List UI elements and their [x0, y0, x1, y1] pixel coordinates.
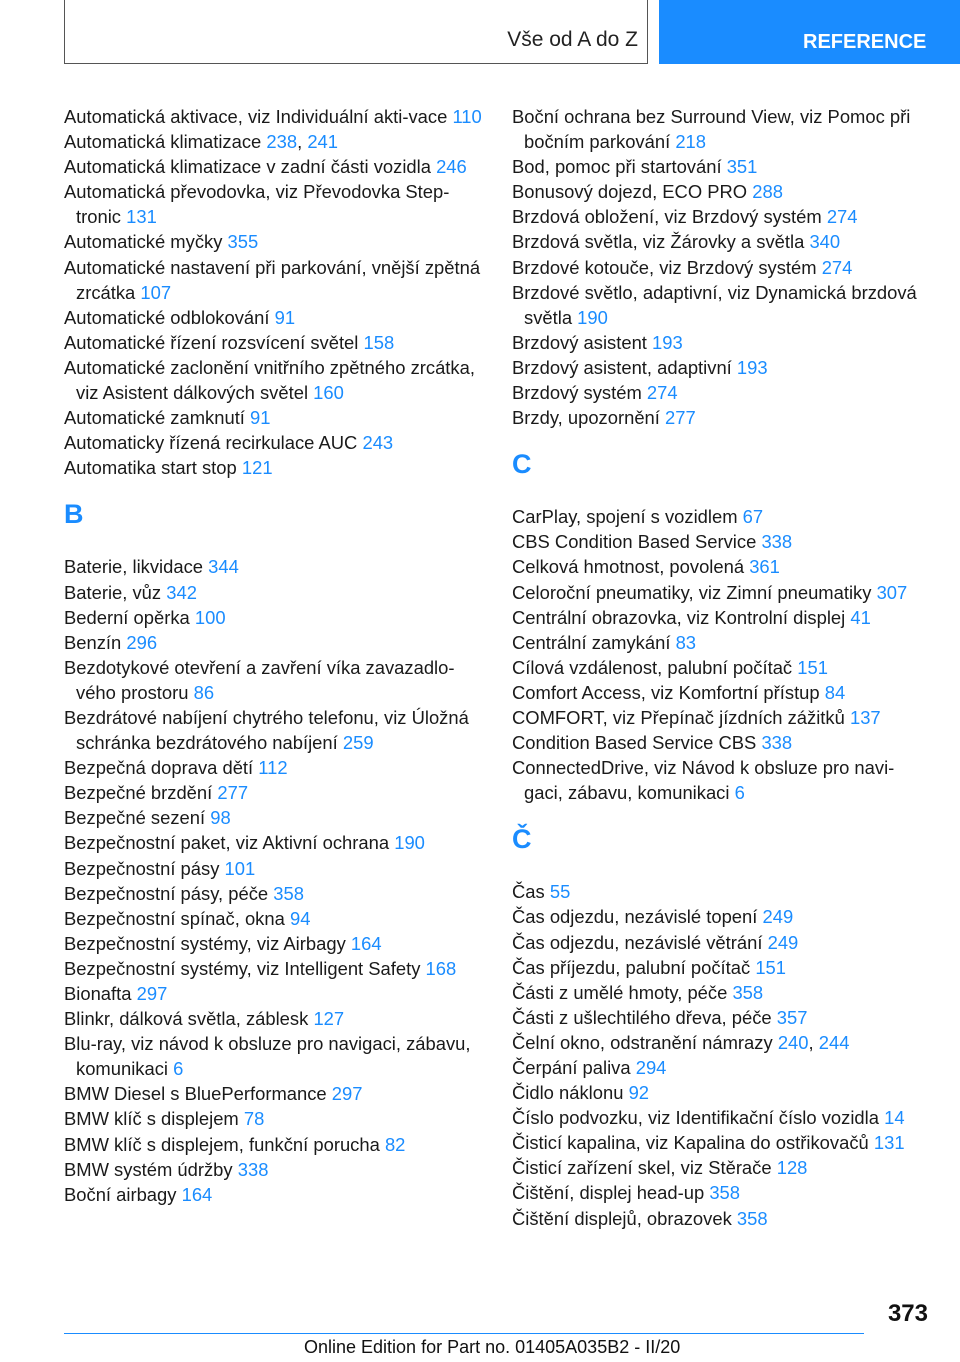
page-reference-link[interactable]: 190 — [577, 306, 608, 328]
index-entry — [512, 879, 932, 904]
index-entry — [512, 1155, 932, 1180]
page-reference-link[interactable]: 274 — [646, 382, 678, 404]
index-entry — [512, 580, 932, 605]
index-entry-text: BMW klíč s displejem — [64, 1108, 239, 1130]
page-reference-link[interactable]: 344 — [208, 556, 239, 578]
index-entry-text: BMW klíč s displejem, funkční porucha — [64, 1133, 380, 1155]
reference-tab-label: REFERENCE — [803, 30, 927, 53]
index-entry — [512, 755, 932, 805]
index-entry-text: Bezpečnostní spínač, okna — [64, 907, 285, 929]
page-reference-link[interactable]: 340 — [809, 231, 841, 253]
index-entry-text: Automatické myčky — [64, 231, 223, 253]
index-entry-text: Automatické řízení rozsvícení světel — [64, 331, 359, 353]
index-entry-text: Brzdové kotouče, viz Brzdový systém — [512, 256, 817, 278]
index-column-left — [64, 104, 484, 1207]
index-entry-text: Automaticky řízená recirkulace AUC — [64, 432, 358, 454]
index-entry-text: Bederní opěrka — [64, 606, 190, 628]
index-entry-text: Centrální obrazovka, viz Kontrolní displej — [512, 606, 846, 628]
index-entry — [64, 805, 484, 830]
page-reference-link[interactable]: 259 — [342, 732, 374, 754]
page-reference-link[interactable]: 164 — [350, 932, 382, 954]
page-reference-link[interactable]: 249 — [767, 931, 799, 953]
index-entry — [512, 179, 932, 204]
page-reference-link[interactable]: 41 — [850, 606, 871, 628]
page-reference-link[interactable]: 240 — [777, 1031, 809, 1053]
page-reference-link[interactable]: 128 — [776, 1157, 808, 1179]
index-entry-text: Boční ochrana bez Surround View, viz Pomoc při bočním parkování — [512, 106, 911, 153]
page-reference-link[interactable]: 243 — [362, 432, 394, 454]
page-reference-link[interactable]: 358 — [732, 981, 764, 1003]
index-entry-text: COMFORT, viz Přepínač jízdních zážitků — [512, 706, 845, 728]
page-reference-link[interactable]: 338 — [761, 732, 793, 754]
index-entry-text: Brzdová světla, viz Žárovky a světla — [512, 231, 805, 253]
page-number: 373 — [887, 1300, 928, 1327]
index-entry — [512, 204, 932, 229]
index-entry-text: Části z umělé hmoty, péče — [512, 981, 728, 1003]
index-entry-text: CBS Condition Based Service — [512, 531, 757, 553]
index-entry-text: Bezdrátové nabíjení chytrého telefonu, viz Úložná schránka bezdrátového nabíjení — [64, 706, 469, 754]
page-reference-link[interactable]: 98 — [210, 807, 231, 829]
page-reference-link[interactable]: 351 — [726, 156, 758, 178]
index-entry-text: Čas příjezdu, palubní počítač — [512, 956, 751, 978]
page-reference-link[interactable]: 190 — [394, 832, 425, 854]
index-entry — [512, 154, 932, 179]
index-entry-text: Bezpečnostní paket, viz Aktivní ochrana — [64, 832, 390, 854]
index-entry — [64, 1006, 484, 1031]
index-letter-heading: Č — [512, 824, 532, 855]
index-entry — [512, 104, 932, 154]
index-entry: Čelní okno, odstranění námrazy 240, 244 — [512, 1031, 850, 1053]
footer-rule — [64, 1333, 864, 1334]
page-reference-link[interactable]: 151 — [755, 956, 787, 978]
index-entry-text: Bionafta — [64, 983, 132, 1004]
page-reference-link[interactable]: 82 — [384, 1133, 406, 1155]
index-entry-text: Benzín — [64, 631, 122, 653]
page-reference-link[interactable]: 91 — [250, 407, 271, 429]
index-entry — [512, 1080, 932, 1105]
index-entry-text: Bezdotykové otevření a zavření víka zavazadlo-vého prostoru — [64, 656, 455, 703]
index-entry-text: Čištění displejů, obrazovek — [512, 1207, 732, 1229]
index-entry — [512, 655, 932, 680]
page-reference-link[interactable]: 67 — [742, 506, 764, 528]
index-entry — [512, 680, 932, 705]
page-reference-link[interactable]: 131 — [873, 1132, 905, 1154]
index-entry — [512, 280, 932, 330]
page-reference-link[interactable]: 277 — [217, 782, 249, 804]
index-entry — [512, 705, 932, 730]
page-reference-link[interactable]: 288 — [752, 181, 783, 203]
index-entry-text: Brzdový systém — [512, 382, 642, 404]
page-reference-link[interactable]: 193 — [652, 331, 683, 353]
index-entry — [512, 1005, 932, 1030]
page-reference-link[interactable]: 357 — [776, 1006, 808, 1028]
index-entry-text: Automatická klimatizace v zadní části vozidla — [64, 156, 431, 178]
index-entry — [64, 655, 484, 705]
index-entry — [64, 856, 484, 881]
page-reference-link[interactable]: 297 — [136, 983, 168, 1004]
index-entry-text: Celoroční pneumatiky, viz Zimní pneumatiky — [512, 581, 872, 603]
page-reference-link[interactable]: 78 — [243, 1108, 265, 1130]
index-entry-text: Automatická převodovka, viz Převodovka Step-tronic — [64, 181, 450, 228]
index-entry — [64, 881, 484, 906]
page-reference-link[interactable]: 160 — [313, 382, 344, 404]
index-entry-text: Bezpečná doprava dětí — [64, 757, 254, 779]
index-entry — [512, 630, 932, 655]
index-entry-text: Automatická klimatizace — [64, 131, 262, 153]
page-reference-link[interactable]: 6 — [173, 1058, 184, 1080]
index-entry-text: Bezpečnostní systémy, viz Airbagy — [64, 932, 346, 954]
index-entry — [64, 179, 484, 229]
index-entry: Automatická klimatizace 238, 241 — [64, 131, 339, 153]
index-entry — [512, 330, 932, 355]
index-entry-text: Čerpání paliva — [512, 1057, 631, 1078]
index-entry-text: Automatika start stop — [64, 457, 237, 479]
page-reference-link[interactable]: 158 — [363, 331, 395, 353]
index-entry — [512, 904, 932, 929]
index-entry — [64, 906, 484, 931]
index-entry — [512, 1130, 932, 1155]
index-entry-text: Blinkr, dálková světla, záblesk — [64, 1008, 309, 1030]
page-reference-link[interactable]: 86 — [193, 681, 215, 703]
page-reference-link[interactable]: 127 — [313, 1008, 345, 1030]
index-entry — [512, 1105, 932, 1130]
index-entry — [64, 104, 484, 129]
index-entry-text: BMW systém údržby — [64, 1158, 233, 1180]
index-entry — [64, 1157, 484, 1182]
page-reference-link[interactable]: 83 — [675, 631, 697, 653]
index-entry — [512, 605, 932, 630]
page-reference-link[interactable]: 274 — [826, 206, 858, 228]
index-entry-text: Automatické nastavení při parkování, vnější zpětná zrcátka — [64, 256, 481, 303]
index-entry-text: Baterie, likvidace — [64, 556, 204, 578]
index-entry — [512, 229, 932, 254]
section-title: Vše od A do Z — [507, 28, 638, 51]
page-reference-link[interactable]: 55 — [549, 881, 571, 903]
index-entry — [512, 1055, 932, 1080]
page-reference-link[interactable]: 294 — [635, 1057, 667, 1078]
page-reference-link[interactable]: 6 — [734, 782, 745, 804]
index-entry — [64, 330, 484, 355]
index-entry-text: Celková hmotnost, povolená — [512, 556, 745, 578]
index-entry-text: Bezpečnostní pásy — [64, 857, 220, 879]
index-entry-text: CarPlay, spojení s vozidlem — [512, 506, 738, 528]
index-letter-heading: B — [64, 499, 84, 530]
index-column-right — [512, 104, 932, 1231]
index-entry-text: Čelní okno, odstranění námrazy — [512, 1031, 773, 1053]
index-entry — [64, 931, 484, 956]
page-reference-link[interactable]: 92 — [628, 1082, 650, 1104]
page-reference-link[interactable]: 238 — [266, 131, 298, 153]
page-reference-link[interactable]: 355 — [227, 231, 259, 253]
index-entry-text: Blu-ray, viz návod k obsluze pro navigaci, zábavu, komunikaci — [64, 1033, 471, 1080]
index-letter-heading: C — [512, 449, 532, 480]
page-reference-link[interactable]: 218 — [675, 131, 706, 153]
index-entry-text: Bonusový dojezd, ECO PRO — [512, 181, 748, 203]
index-entry — [64, 956, 484, 981]
index-entry-text: Boční airbagy — [64, 1183, 177, 1205]
page-reference-link[interactable]: 358 — [709, 1182, 741, 1204]
index-entry-text: Brzdy, upozornění — [512, 407, 660, 429]
index-entry-text: Bezpečné brzdění — [64, 782, 213, 804]
index-entry — [512, 255, 932, 280]
index-entry — [64, 430, 484, 455]
index-entry-text: Comfort Access, viz Komfortní přístup — [512, 681, 820, 703]
index-entry-text: Automatické zamknutí — [64, 407, 245, 429]
index-entry — [64, 1081, 484, 1106]
index-entry — [64, 154, 484, 179]
footer-edition: Online Edition for Part no. 01405A035B2 - II/20 — [304, 1337, 681, 1357]
page-reference-link[interactable]: 361 — [749, 556, 780, 578]
index-entry-text: Brzdové světlo, adaptivní, viz Dynamická brzdová světla — [512, 281, 917, 328]
index-entry-text: Automatická aktivace, viz Individuální akti-vace — [64, 106, 448, 127]
index-entry — [64, 229, 484, 254]
page-reference-link[interactable]: 358 — [273, 882, 304, 904]
page-reference-link[interactable]: 94 — [289, 907, 311, 929]
index-entry-text: Condition Based Service CBS — [512, 732, 757, 754]
index-entry — [64, 981, 484, 1006]
page-reference-link[interactable]: 358 — [736, 1207, 768, 1229]
index-entry — [64, 605, 484, 630]
index-entry-text: Automatické odblokování — [64, 306, 270, 328]
page-reference-link[interactable]: 274 — [821, 256, 853, 278]
index-entry — [64, 1031, 484, 1081]
index-entry-text: BMW Diesel s BluePerformance — [64, 1083, 327, 1105]
index-entry — [512, 504, 932, 529]
index-entry — [64, 355, 484, 405]
index-entry-text: Brzdový asistent — [512, 331, 647, 353]
index-entry-text: Bod, pomoc při startování — [512, 156, 722, 178]
index-entry — [512, 554, 932, 579]
page-reference-link[interactable]: 101 — [224, 857, 256, 879]
page-reference-link[interactable]: 277 — [665, 407, 696, 429]
index-entry-text: Čidlo náklonu — [512, 1082, 624, 1104]
index-entry — [64, 1106, 484, 1131]
index-entry-text: Části z ušlechtilého dřeva, péče — [512, 1006, 772, 1028]
index-entry-text: Bezpečnostní pásy, péče — [64, 882, 269, 904]
page-reference-link[interactable]: 164 — [181, 1183, 213, 1205]
index-entry — [64, 255, 484, 305]
index-entry-text: Bezpečné sezení — [64, 807, 206, 829]
page-reference-link[interactable]: 241 — [307, 131, 339, 153]
index-entry-text: Baterie, vůz — [64, 581, 162, 603]
page-reference-link[interactable]: 168 — [425, 957, 457, 979]
reference-tab[interactable] — [659, 0, 960, 64]
index-entry — [64, 1182, 484, 1207]
page-reference-link[interactable]: 307 — [876, 581, 908, 603]
page-reference-link[interactable]: 131 — [126, 206, 157, 228]
index-entry — [64, 405, 484, 430]
index-entry — [64, 554, 484, 579]
page-reference-link[interactable]: 246 — [436, 156, 467, 178]
index-entry-text: Centrální zamykání — [512, 631, 671, 653]
index-entry-text: Automatické zaclonění vnitřního zpětného zrcátka, viz Asistent dálkových světel — [64, 356, 475, 404]
page-reference-link[interactable]: 151 — [797, 656, 828, 678]
index-entry — [64, 705, 484, 755]
index-entry — [512, 955, 932, 980]
page-reference-link[interactable]: 91 — [274, 306, 296, 328]
page-reference-link[interactable]: 342 — [166, 581, 197, 603]
page-reference-link[interactable]: 249 — [762, 906, 794, 928]
page-reference-link[interactable]: 100 — [194, 606, 226, 628]
index-entry — [512, 730, 932, 755]
page-reference-link[interactable]: 121 — [241, 457, 273, 479]
index-entry — [64, 780, 484, 805]
index-entry-text: Brzdová obložení, viz Brzdový systém — [512, 206, 822, 228]
page-reference-link[interactable]: 137 — [849, 706, 881, 728]
index-entry — [512, 930, 932, 955]
index-entry — [64, 755, 484, 780]
page-reference-link[interactable]: 338 — [237, 1158, 269, 1180]
index-entry — [64, 580, 484, 605]
index-entry — [64, 1132, 484, 1157]
page-reference-link[interactable]: 297 — [331, 1083, 363, 1105]
page-reference-link[interactable]: 14 — [884, 1107, 905, 1129]
index-entry — [512, 1180, 932, 1205]
index-entry-text: Čas odjezdu, nezávislé větrání — [512, 931, 763, 953]
index-entry — [512, 1206, 932, 1231]
page-reference-link[interactable]: 110 — [452, 106, 482, 127]
index-entry — [512, 980, 932, 1005]
page-reference-link[interactable]: 112 — [258, 757, 288, 779]
index-entry-text: ConnectedDrive, viz Návod k obsluze pro navi-gaci, zábavu, komunikaci — [512, 757, 895, 804]
page-reference-link[interactable]: 338 — [761, 531, 793, 553]
index-entry — [64, 630, 484, 655]
index-entry — [512, 355, 932, 380]
index-entry-text: Bezpečnostní systémy, viz Intelligent Safety — [64, 957, 421, 979]
index-entry — [512, 380, 932, 405]
index-entry-text: Brzdový asistent, adaptivní — [512, 356, 732, 378]
index-entry — [64, 830, 484, 855]
index-entry-text: Číslo podvozku, viz Identifikační číslo vozidla — [512, 1107, 879, 1129]
index-entry-text: Cílová vzdálenost, palubní počítač — [512, 656, 793, 678]
index-entry — [64, 305, 484, 330]
page-reference-link[interactable]: 244 — [818, 1031, 850, 1053]
page-reference-link[interactable]: 296 — [126, 631, 158, 653]
index-entry-text: Čisticí zařízení skel, viz Stěrače — [512, 1157, 772, 1179]
index-entry-text: Čas odjezdu, nezávislé topení — [512, 906, 758, 928]
index-entry-text: Čištění, displej head-up — [512, 1182, 705, 1204]
index-entry-text: Čisticí kapalina, viz Kapalina do ostřikovačů — [512, 1132, 869, 1154]
index-entry — [512, 529, 932, 554]
index-entry-text: Čas — [512, 881, 545, 903]
page-reference-link[interactable]: 107 — [140, 281, 172, 303]
page-reference-link[interactable]: 193 — [736, 356, 768, 378]
page-reference-link[interactable]: 84 — [824, 681, 846, 703]
